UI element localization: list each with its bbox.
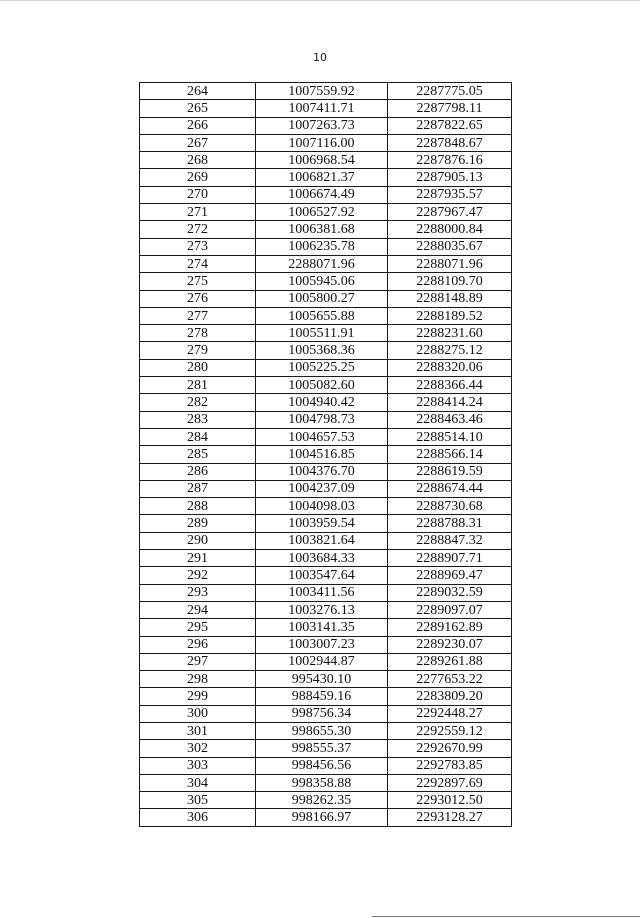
point-number-cell: 303 <box>140 757 256 774</box>
y-coordinate-cell: 2288514.10 <box>388 428 512 445</box>
point-number-cell: 288 <box>140 498 256 515</box>
point-number-cell: 278 <box>140 325 256 342</box>
x-coordinate-cell: 1006674.49 <box>256 186 388 203</box>
table-row <box>140 757 512 774</box>
table-row <box>140 238 512 255</box>
table-row <box>140 134 512 151</box>
y-coordinate-cell: 2288566.14 <box>388 446 512 463</box>
table-row <box>140 532 512 549</box>
y-coordinate-cell: 2288071.96 <box>388 255 512 272</box>
point-number-cell: 302 <box>140 740 256 757</box>
table-row <box>140 186 512 203</box>
x-coordinate-cell: 1003276.13 <box>256 601 388 618</box>
x-coordinate-cell: 995430.10 <box>256 671 388 688</box>
point-number-cell: 277 <box>140 307 256 324</box>
x-coordinate-cell: 1003007.23 <box>256 636 388 653</box>
y-coordinate-cell: 2289162.89 <box>388 619 512 636</box>
x-coordinate-cell: 1005800.27 <box>256 290 388 307</box>
x-coordinate-cell: 1007411.71 <box>256 100 388 117</box>
y-coordinate-cell: 2292670.99 <box>388 740 512 757</box>
table-row <box>140 515 512 532</box>
x-coordinate-cell: 1007559.92 <box>256 83 388 100</box>
x-coordinate-cell: 1005225.25 <box>256 359 388 376</box>
y-coordinate-cell: 2287935.57 <box>388 186 512 203</box>
table-row <box>140 809 512 826</box>
point-number-cell: 304 <box>140 774 256 791</box>
point-number-cell: 281 <box>140 377 256 394</box>
y-coordinate-cell: 2288414.24 <box>388 394 512 411</box>
table-row <box>140 722 512 739</box>
x-coordinate-cell: 1007263.73 <box>256 117 388 134</box>
table-row <box>140 290 512 307</box>
point-number-cell: 276 <box>140 290 256 307</box>
x-coordinate-cell: 998358.88 <box>256 774 388 791</box>
x-coordinate-cell: 988459.16 <box>256 688 388 705</box>
x-coordinate-cell: 998555.37 <box>256 740 388 757</box>
x-coordinate-cell: 1007116.00 <box>256 134 388 151</box>
table-row <box>140 550 512 567</box>
table-row <box>140 255 512 272</box>
x-coordinate-cell: 1005368.36 <box>256 342 388 359</box>
point-number-cell: 285 <box>140 446 256 463</box>
point-number-cell: 298 <box>140 671 256 688</box>
point-number-cell: 301 <box>140 722 256 739</box>
point-number-cell: 305 <box>140 792 256 809</box>
x-coordinate-cell: 1003959.54 <box>256 515 388 532</box>
y-coordinate-cell: 2277653.22 <box>388 671 512 688</box>
point-number-cell: 283 <box>140 411 256 428</box>
point-number-cell: 287 <box>140 480 256 497</box>
y-coordinate-cell: 2288000.84 <box>388 221 512 238</box>
x-coordinate-cell: 1003411.56 <box>256 584 388 601</box>
x-coordinate-cell: 1004516.85 <box>256 446 388 463</box>
point-number-cell: 274 <box>140 255 256 272</box>
table-row <box>140 636 512 653</box>
point-number-cell: 292 <box>140 567 256 584</box>
x-coordinate-cell: 1004098.03 <box>256 498 388 515</box>
x-coordinate-cell: 1004657.53 <box>256 428 388 445</box>
y-coordinate-cell: 2287822.65 <box>388 117 512 134</box>
point-number-cell: 289 <box>140 515 256 532</box>
table-row <box>140 774 512 791</box>
table-row <box>140 446 512 463</box>
point-number-cell: 267 <box>140 134 256 151</box>
table-row <box>140 463 512 480</box>
table-row <box>140 307 512 324</box>
point-number-cell: 294 <box>140 601 256 618</box>
y-coordinate-cell: 2288109.70 <box>388 273 512 290</box>
y-coordinate-cell: 2288847.32 <box>388 532 512 549</box>
y-coordinate-cell: 2292783.85 <box>388 757 512 774</box>
y-coordinate-cell: 2288035.67 <box>388 238 512 255</box>
table-row <box>140 359 512 376</box>
point-number-cell: 266 <box>140 117 256 134</box>
table-row <box>140 480 512 497</box>
y-coordinate-cell: 2287967.47 <box>388 204 512 221</box>
x-coordinate-cell: 998655.30 <box>256 722 388 739</box>
x-coordinate-cell: 1005511.91 <box>256 325 388 342</box>
y-coordinate-cell: 2292897.69 <box>388 774 512 791</box>
table-row <box>140 83 512 100</box>
y-coordinate-cell: 2288189.52 <box>388 307 512 324</box>
x-coordinate-cell: 1003821.64 <box>256 532 388 549</box>
y-coordinate-cell: 2292559.12 <box>388 722 512 739</box>
point-number-cell: 299 <box>140 688 256 705</box>
y-coordinate-cell: 2288231.60 <box>388 325 512 342</box>
table-row <box>140 584 512 601</box>
y-coordinate-cell: 2283809.20 <box>388 688 512 705</box>
coordinates-table <box>139 82 512 827</box>
y-coordinate-cell: 2287775.05 <box>388 83 512 100</box>
table-row <box>140 428 512 445</box>
y-coordinate-cell: 2288463.46 <box>388 411 512 428</box>
y-coordinate-cell: 2288320.06 <box>388 359 512 376</box>
x-coordinate-cell: 1006381.68 <box>256 221 388 238</box>
y-coordinate-cell: 2288275.12 <box>388 342 512 359</box>
table-row <box>140 152 512 169</box>
table-row <box>140 342 512 359</box>
y-coordinate-cell: 2288969.47 <box>388 567 512 584</box>
x-coordinate-cell: 1004798.73 <box>256 411 388 428</box>
x-coordinate-cell: 998262.35 <box>256 792 388 809</box>
x-coordinate-cell: 1005945.06 <box>256 273 388 290</box>
y-coordinate-cell: 2293012.50 <box>388 792 512 809</box>
x-coordinate-cell: 1006235.78 <box>256 238 388 255</box>
x-coordinate-cell: 1003141.35 <box>256 619 388 636</box>
point-number-cell: 269 <box>140 169 256 186</box>
table-row <box>140 688 512 705</box>
x-coordinate-cell: 1002944.87 <box>256 653 388 670</box>
table-row <box>140 221 512 238</box>
y-coordinate-cell: 2289097.07 <box>388 601 512 618</box>
point-number-cell: 295 <box>140 619 256 636</box>
x-coordinate-cell: 1003684.33 <box>256 550 388 567</box>
y-coordinate-cell: 2287848.67 <box>388 134 512 151</box>
x-coordinate-cell: 1005655.88 <box>256 307 388 324</box>
x-coordinate-cell: 1004237.09 <box>256 480 388 497</box>
y-coordinate-cell: 2287905.13 <box>388 169 512 186</box>
table-row <box>140 325 512 342</box>
point-number-cell: 268 <box>140 152 256 169</box>
table-row <box>140 204 512 221</box>
table-row <box>140 169 512 186</box>
point-number-cell: 282 <box>140 394 256 411</box>
point-number-cell: 290 <box>140 532 256 549</box>
table-row <box>140 653 512 670</box>
x-coordinate-cell: 998456.56 <box>256 757 388 774</box>
table-row <box>140 100 512 117</box>
y-coordinate-cell: 2287798.11 <box>388 100 512 117</box>
y-coordinate-cell: 2292448.27 <box>388 705 512 722</box>
y-coordinate-cell: 2288788.31 <box>388 515 512 532</box>
page-number: 10 <box>313 51 327 64</box>
point-number-cell: 264 <box>140 83 256 100</box>
y-coordinate-cell: 2289261.88 <box>388 653 512 670</box>
table-row <box>140 671 512 688</box>
x-coordinate-cell: 2288071.96 <box>256 255 388 272</box>
y-coordinate-cell: 2288907.71 <box>388 550 512 567</box>
y-coordinate-cell: 2289230.07 <box>388 636 512 653</box>
table-row <box>140 705 512 722</box>
point-number-cell: 265 <box>140 100 256 117</box>
x-coordinate-cell: 1003547.64 <box>256 567 388 584</box>
y-coordinate-cell: 2288674.44 <box>388 480 512 497</box>
y-coordinate-cell: 2288619.59 <box>388 463 512 480</box>
table-row <box>140 619 512 636</box>
x-coordinate-cell: 1004940.42 <box>256 394 388 411</box>
y-coordinate-cell: 2293128.27 <box>388 809 512 826</box>
table-row <box>140 377 512 394</box>
table-row <box>140 394 512 411</box>
point-number-cell: 272 <box>140 221 256 238</box>
point-number-cell: 270 <box>140 186 256 203</box>
top-edge-rule <box>0 0 640 1</box>
y-coordinate-cell: 2289032.59 <box>388 584 512 601</box>
table-row <box>140 273 512 290</box>
table-row <box>140 117 512 134</box>
point-number-cell: 271 <box>140 204 256 221</box>
point-number-cell: 296 <box>140 636 256 653</box>
y-coordinate-cell: 2288730.68 <box>388 498 512 515</box>
x-coordinate-cell: 1006821.37 <box>256 169 388 186</box>
table-row <box>140 740 512 757</box>
x-coordinate-cell: 1006968.54 <box>256 152 388 169</box>
x-coordinate-cell: 998166.97 <box>256 809 388 826</box>
x-coordinate-cell: 1005082.60 <box>256 377 388 394</box>
table-row <box>140 567 512 584</box>
y-coordinate-cell: 2287876.16 <box>388 152 512 169</box>
point-number-cell: 280 <box>140 359 256 376</box>
table-row <box>140 411 512 428</box>
table-row <box>140 792 512 809</box>
point-number-cell: 279 <box>140 342 256 359</box>
table-row <box>140 498 512 515</box>
point-number-cell: 286 <box>140 463 256 480</box>
table-row <box>140 601 512 618</box>
point-number-cell: 293 <box>140 584 256 601</box>
point-number-cell: 300 <box>140 705 256 722</box>
x-coordinate-cell: 1004376.70 <box>256 463 388 480</box>
point-number-cell: 273 <box>140 238 256 255</box>
bottom-edge-rule <box>372 916 640 917</box>
y-coordinate-cell: 2288148.89 <box>388 290 512 307</box>
coordinates-table-body <box>140 83 512 827</box>
point-number-cell: 284 <box>140 428 256 445</box>
point-number-cell: 275 <box>140 273 256 290</box>
x-coordinate-cell: 998756.34 <box>256 705 388 722</box>
point-number-cell: 306 <box>140 809 256 826</box>
point-number-cell: 297 <box>140 653 256 670</box>
y-coordinate-cell: 2288366.44 <box>388 377 512 394</box>
x-coordinate-cell: 1006527.92 <box>256 204 388 221</box>
point-number-cell: 291 <box>140 550 256 567</box>
